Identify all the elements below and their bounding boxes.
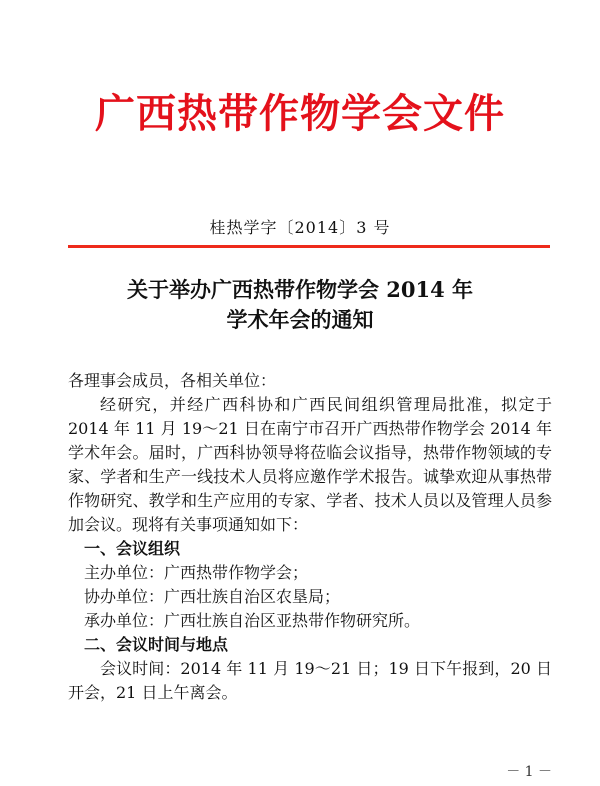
document-number: 桂热学字〔2014〕3 号 [209, 218, 391, 237]
notice-body [68, 369, 552, 705]
notice-title [0, 275, 600, 335]
notice-title-line-2: 学术年会的通知 [226, 307, 374, 332]
co-organizer-unit: 协办单位：广西壮族自治区农垦局； [84, 587, 341, 606]
masthead-title: 广西热带作物学会文件 [95, 90, 505, 137]
organizer-unit: 承办单位：广西壮族自治区亚热带作物研究所。 [84, 611, 421, 630]
meeting-time: 会议时间：2014 年 11 月 19～21 日；19 日下午报到，20 日开会，21 日上午离会。 [68, 659, 552, 702]
host-unit: 主办单位：广西热带作物学会； [84, 563, 309, 582]
page-number: － 1 － [506, 764, 552, 780]
notice-title-line-1: 关于举办广西热带作物学会 2014 年 [126, 277, 474, 302]
red-divider-line [68, 245, 550, 248]
intro-paragraph: 经研究，并经广西科协和广西民间组织管理局批准，拟定于 2014 年 11 月 19～21 日在南宁市召开广西热带作物学会 2014 年学术年会。届时，广西科协领导将莅临会议指导，热带作物领域的专家、学者和生产一线技术人员将应邀作学术报告。诚挚欢迎从事热带作物研究、教学和生产应用的专家、学者、技术人员以及管理人员参加会议。现将有关事项通知如下： [68, 395, 552, 534]
section-heading-organization: 一、会议组织 [84, 539, 181, 558]
salutation: 各理事会成员，各相关单位： [68, 371, 277, 390]
section-heading-time-place: 二、会议时间与地点 [84, 635, 229, 654]
